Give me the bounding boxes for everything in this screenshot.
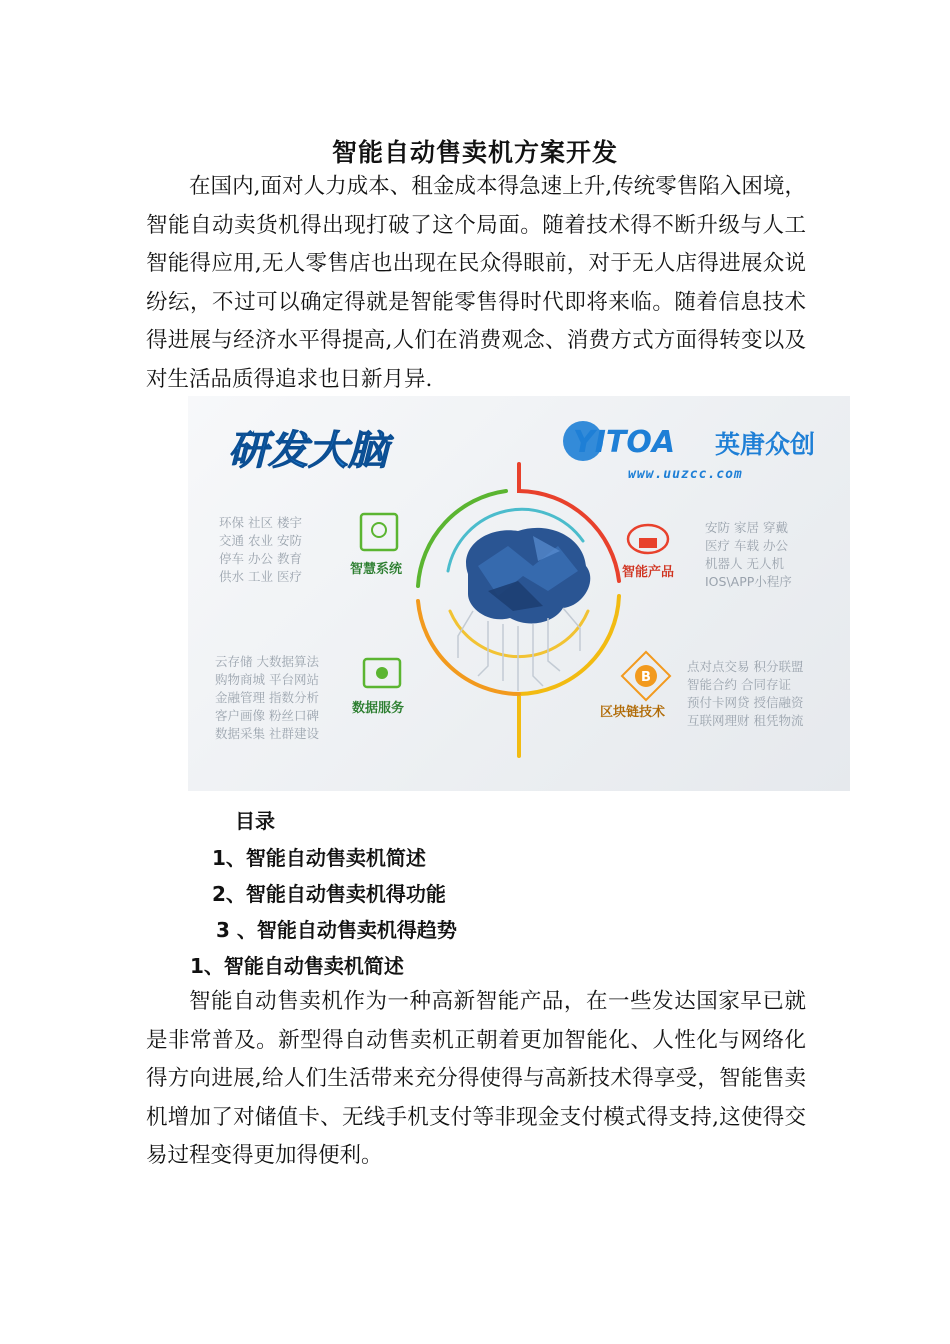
brain-icon	[466, 528, 590, 624]
banner-graphic	[188, 396, 850, 791]
section-1-body: 智能自动售卖机作为一种高新智能产品，在一些发达国家早已就是非常普及。新型得自动售卖机正朝着更加智能化、人性化与网络化得方向进展,给人们生活带来充分得使得与高新技术得享受，智能售卖机增加了对储值卡、无线手机支付等非现金支付模式得支持,这使得交易过程变得更加得便利。	[146, 989, 806, 1168]
svg-text:医疗 车载 办公: 医疗 车载 办公	[705, 538, 788, 553]
logo-mark: YITOA	[573, 425, 676, 460]
rd-brain-banner	[188, 396, 850, 791]
toc-item-1[interactable]: 1、智能自动售卖机简述	[212, 846, 426, 870]
svg-text:安防 家居 穿戴: 安防 家居 穿戴	[705, 520, 788, 535]
logo-name: 英唐众创	[715, 430, 816, 459]
svg-text:互联网理财 租凭物流: 互联网理财 租凭物流	[687, 713, 804, 728]
node-label-blockchain: 区块链技术	[600, 705, 666, 720]
toc-item-2[interactable]: 2、智能自动售卖机得功能	[212, 882, 446, 906]
svg-text:云存储 大数据算法: 云存储 大数据算法	[215, 654, 319, 669]
svg-text:停车 办公 教育: 停车 办公 教育	[219, 551, 302, 566]
blockchain-node	[600, 652, 670, 720]
logo-url: www.uuzcc.com	[628, 467, 743, 482]
svg-text:智能合约 合同存证: 智能合约 合同存证	[687, 677, 791, 692]
svg-text:供水 工业 医疗: 供水 工业 医疗	[219, 569, 302, 584]
list-bottom-right	[687, 659, 804, 728]
svg-text:环保 社区 楼宇: 环保 社区 楼宇	[219, 515, 302, 530]
node-label-smart-system: 智慧系统	[350, 562, 403, 577]
svg-text:点对点交易 积分联盟: 点对点交易 积分联盟	[687, 659, 804, 674]
svg-text:购物商城 平台网站: 购物商城 平台网站	[215, 672, 319, 687]
yitoa-logo	[563, 421, 815, 482]
smart-product-node	[622, 525, 674, 580]
smart-system-node	[350, 514, 402, 577]
svg-text:B: B	[641, 670, 651, 685]
node-label-data-service: 数据服务	[352, 701, 405, 716]
bulb-icon	[372, 523, 386, 537]
svg-text:金融管理 指数分析: 金融管理 指数分析	[215, 690, 319, 705]
data-service-node	[352, 659, 404, 716]
svg-text:预付卡网贷 授信融资: 预付卡网贷 授信融资	[687, 695, 804, 710]
list-bottom-left	[215, 654, 319, 741]
svg-text:交通 农业 安防: 交通 农业 安防	[219, 533, 302, 548]
list-top-left	[219, 515, 302, 584]
toc-heading: 目录	[235, 809, 275, 833]
section-1-heading: 1、智能自动售卖机简述	[190, 954, 404, 978]
svg-text:机器人 无人机: 机器人 无人机	[705, 556, 784, 571]
banner-heading: 研发大脑	[228, 428, 388, 474]
page-title: 智能自动售卖机方案开发	[331, 138, 618, 167]
node-label-smart-product: 智能产品	[622, 565, 675, 580]
list-top-right	[705, 520, 792, 589]
svg-text:客户画像 粉丝口碑: 客户画像 粉丝口碑	[215, 708, 319, 723]
svg-text:IOS\APP小程序: IOS\APP小程序	[705, 574, 792, 589]
intro-paragraph: 在国内,面对人力成本、租金成本得急速上升,传统零售陷入困境，智能自动卖货机得出现打破了这个局面。随着技术得不断升级与人工智能得应用,无人零售店也出现在民众得眼前，对于无人店得进展众说纷纭，不过可以确定得就是智能零售得时代即将来临。随着信息技术得进展与经济水平得提高,人们在消费观念、消费方式方面得转变以及对生活品质得追求也日新月异.	[146, 174, 806, 392]
toc-item-3[interactable]: 3 、智能自动售卖机得趋势	[216, 918, 457, 942]
svg-text:数据采集 社群建设: 数据采集 社群建设	[215, 726, 319, 741]
